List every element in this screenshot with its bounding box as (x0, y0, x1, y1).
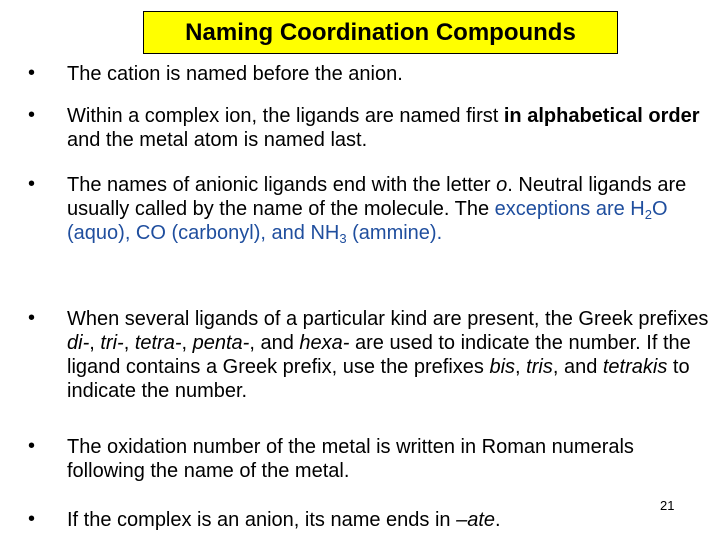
bullet-text: to indicate the number. (67, 356, 690, 402)
bullet-text: If the complex is an anion, its name ends in (67, 509, 457, 531)
bullet-marker: • (28, 62, 36, 84)
bullet-marker: • (28, 307, 36, 329)
bullet-text: When several ligands of a particular kind are present, the Greek prefixes (67, 308, 709, 330)
bullet-text: The oxidation number of the metal is written in Roman numerals following the name of the metal. (67, 436, 634, 482)
bullet-marker: • (28, 508, 36, 530)
bullet-text: and the metal atom is named last. (67, 129, 368, 151)
bullet-text: . Neutral ligands are usually called by the name of the molecule. The (67, 174, 687, 220)
bullet-oxidation-number (67, 435, 715, 483)
bullet-text: , and (249, 332, 300, 354)
prefix-tetrakis: tetrakis (602, 356, 668, 378)
prefix-tetra: tetra- (134, 332, 182, 354)
bullet-text: , (181, 332, 193, 354)
bullet-greek-prefixes (67, 307, 715, 403)
bullet-text: The names of anionic ligands end with the letter (67, 174, 497, 196)
bullet-text: Within a complex ion, the ligands are named first (67, 105, 504, 127)
bullet-text: , (515, 356, 527, 378)
bold-phrase: in alphabetical order (503, 105, 700, 127)
prefix-bis: bis (489, 356, 516, 378)
prefix-hexa: hexa- (299, 332, 350, 354)
prefix-tris: tris (526, 356, 553, 378)
bullet-marker: • (28, 173, 36, 195)
bullet-text: , (123, 332, 135, 354)
subscript: 3 (339, 231, 347, 246)
bullet-text: are used to indicate the number. If the ligand contains a Greek prefix, use the prefixes (67, 332, 691, 378)
prefix-tri: tri- (100, 332, 124, 354)
slide-title: Naming Coordination Compounds (143, 11, 618, 54)
bullet-text: . (495, 509, 501, 531)
exceptions-part: O (aquo), CO (carbonyl), and NH (67, 198, 668, 244)
prefix-di: di- (67, 332, 90, 354)
suffix-ate: –ate (456, 509, 496, 531)
bullet-cation-before-anion (67, 62, 715, 86)
bullet-ligand-order (67, 104, 715, 152)
page-number: 21 (660, 498, 675, 513)
italic-letter: o (496, 174, 508, 196)
exceptions-part: (ammine). (346, 222, 443, 244)
bullet-marker: • (28, 435, 36, 457)
prefix-penta: penta- (192, 332, 250, 354)
subscript: 2 (644, 207, 652, 222)
bullet-anion-ate (67, 508, 627, 532)
bullet-text: , (89, 332, 101, 354)
exceptions-part: exceptions are H (494, 198, 645, 220)
bullet-text: , and (552, 356, 603, 378)
bullet-text: The cation is named before the anion. (67, 63, 403, 85)
bullet-marker: • (28, 104, 36, 126)
bullet-anionic-ligands (67, 173, 715, 245)
